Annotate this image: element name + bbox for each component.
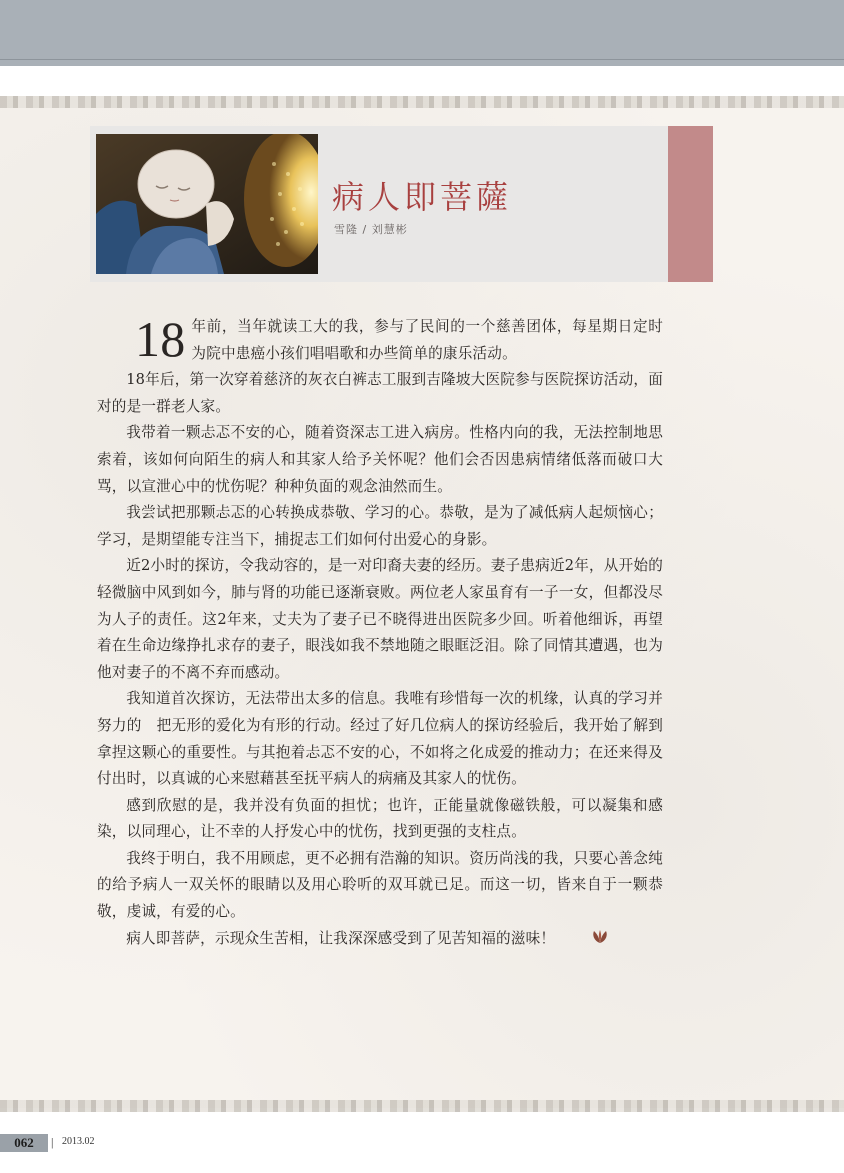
- paper-torn-edge-top: [0, 96, 844, 108]
- header-photo: [96, 134, 318, 274]
- paragraph-8: 我终于明白，我不用顾虑，更不必拥有浩瀚的知识。资历尚浅的我，只要心善念纯的给予病人一双关怀的眼睛以及用心聆听的双耳就已足。而这一切，皆来自于一颗恭敬，虔诚，有爱的心。: [97, 849, 663, 921]
- paragraph-2: 18年后，第一次穿着慈济的灰衣白裤志工服到吉隆坡大医院参与医院探访活动，面对的是一群老人家。: [97, 371, 663, 415]
- page-number: 062: [0, 1134, 48, 1152]
- paragraph-1-text: 年前，当年就读工大的我，参与了民间的一个慈善团体，每星期日定时为院中患癌小孩们唱唱歌和办些简单的康乐活动。: [191, 318, 663, 362]
- article-body: [97, 311, 663, 954]
- banner-rule: [0, 59, 844, 60]
- paragraph-7: 感到欣慰的是，我并没有负面的担忧；也许，正能量就像磁铁般，可以凝集和感染，以同理心，让不幸的人抒发心中的忧伤，找到更强的支柱点。: [97, 796, 663, 841]
- top-banner: [0, 0, 844, 66]
- footer-separator: |: [51, 1135, 54, 1149]
- paragraph-3: 我带着一颗忐忑不安的心，随着资深志工进入病房。性格内向的我，无法控制地思索着，该如何向陌生的病人和其家人给予关怀呢？他们会否因患病情绪低落而破口大骂，以宣泄心中的忧伤呢？种种负面的观念油然而生。: [97, 424, 663, 495]
- lotus-end-mark-icon: [561, 928, 610, 955]
- drop-cap: 18: [135, 311, 186, 367]
- paragraph-6: 我知道首次探访，无法带出太多的信息。我唯有珍惜每一次的机缘，认真的学习并努力的 把无形的爱化为有形的行动。经过了好几位病人的探访经验后，我开始了解到拿捏这颗心的重要性。与其抱着忐忑不安的心，不如将之化成爱的推动力；在还来得及付出时，以真诚的心来慰藉甚至抚平病人的病痛及其家人的忧伤。: [97, 690, 663, 788]
- paragraph-1: [97, 311, 663, 367]
- paper-torn-edge-bottom: [0, 1100, 844, 1112]
- paragraph-4: 我尝试把那颗忐忑的心转换成恭敬、学习的心。恭敬，是为了减低病人起烦恼心；学习，是期望能专注当下，捕捉志工们如何付出爱心的身影。: [97, 504, 663, 548]
- article-title: 病人即菩薩: [332, 178, 513, 216]
- paragraph-5: 近2小时的探访，令我动容的，是一对印裔夫妻的经历。妻子患病近2年，从开始的轻微脑中风到如今，肺与肾的功能已逐渐衰败。两位老人家虽育有一子一女，但都没尽为人子的责任。这2年来，丈夫为了妻子已不晓得进出医院多少回。听着他细诉，再望着在生命边缘挣扎求存的妻子，眼浅如我不禁地随之眼眶泛泪。除了同情其遭遇，也为他对妻子的不离不弃而感动。: [97, 557, 663, 681]
- paragraph-9-text: 病人即菩萨，示现众生苦相，让我深深感受到了见苦知福的滋味！: [126, 929, 556, 947]
- article-byline: 雪隆 / 刘慧彬: [334, 223, 408, 236]
- monk-figurine-photo: [96, 134, 318, 274]
- paragraph-9: [97, 926, 663, 955]
- accent-block: [668, 126, 713, 282]
- issue-date: 2013.02: [62, 1136, 95, 1147]
